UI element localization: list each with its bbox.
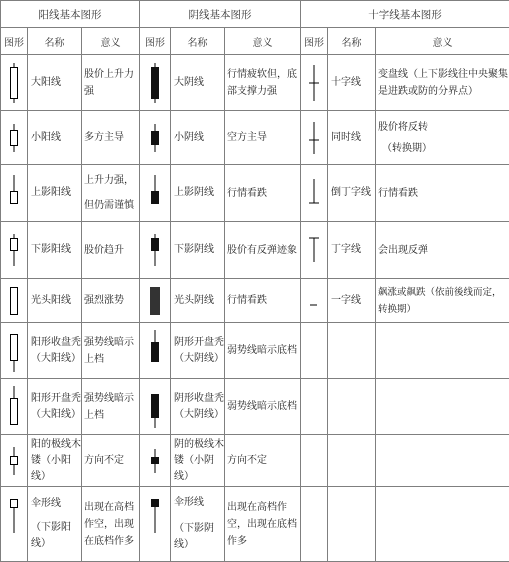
yin-candle-icon xyxy=(140,279,171,323)
row-desc: 方向不定 xyxy=(82,435,140,487)
row-desc: 股价上升力强 xyxy=(82,55,140,111)
group-title-yin: 阴线基本图形 xyxy=(140,1,301,28)
yang-candle-icon xyxy=(1,165,28,222)
row-name: 上影阳线 xyxy=(28,165,82,222)
row-desc-extra: （转换期） xyxy=(378,140,509,157)
row-name: 倒丁字线 xyxy=(328,165,376,222)
empty-cell xyxy=(328,487,376,562)
empty-cell xyxy=(376,379,509,435)
row-desc: 会出现反弹 xyxy=(376,222,509,279)
row-name-cell xyxy=(171,487,225,562)
empty-cell xyxy=(376,435,509,487)
yang-candle-icon xyxy=(1,279,28,323)
empty-cell xyxy=(301,435,328,487)
table-row xyxy=(1,435,509,487)
yin-candle-icon xyxy=(140,111,171,165)
empty-cell xyxy=(376,323,509,379)
row-name: 光头阳线 xyxy=(28,279,82,323)
row-name: 十字线 xyxy=(328,55,376,111)
row-name: 下影阳线 xyxy=(28,222,82,279)
row-desc-cell xyxy=(376,111,509,165)
yin-candle-icon xyxy=(140,165,171,222)
col-header-fig: 图形 xyxy=(301,28,328,55)
row-desc: 弱势线暗示底档 xyxy=(225,379,301,435)
row-name: 阳形收盘秃（大阳线） xyxy=(28,323,82,379)
col-header-name: 名称 xyxy=(171,28,225,55)
row-desc: 股价将反转 xyxy=(378,119,509,136)
row-name: 阴形收盘秃（大阴线） xyxy=(171,379,225,435)
yin-candle-icon xyxy=(140,323,171,379)
row-name: 伞形线 xyxy=(174,495,224,511)
col-header-name: 名称 xyxy=(328,28,376,55)
table-row xyxy=(1,111,509,165)
row-name: 大阳线 xyxy=(28,55,82,111)
row-name: 同时线 xyxy=(328,111,376,165)
yin-candle-icon xyxy=(140,55,171,111)
row-name-cell xyxy=(28,487,82,562)
t-cross-icon xyxy=(301,222,328,279)
row-desc: 方向不定 xyxy=(225,435,301,487)
row-name: 上影阴线 xyxy=(171,165,225,222)
row-name: 小阳线 xyxy=(28,111,82,165)
row-desc: 出现在高档作空，出现在底档作多 xyxy=(225,487,301,562)
table-row xyxy=(1,379,509,435)
col-header-desc: 意义 xyxy=(225,28,301,55)
row-desc: 强势线暗示上档 xyxy=(82,379,140,435)
column-header-row xyxy=(1,28,509,55)
yin-candle-icon xyxy=(140,435,171,487)
row-name: 阳的极线木镂（小阳线） xyxy=(28,435,82,487)
row-desc: 飙涨或飙跌（依前後线而定，转换期） xyxy=(376,279,509,323)
row-desc-extra: 但仍需谨慎 xyxy=(84,197,139,214)
yang-candle-icon xyxy=(1,55,28,111)
row-name: 阴的极线木镂（小阴线） xyxy=(171,435,225,487)
row-desc: 股价有反弹迹象 xyxy=(225,222,301,279)
table-row xyxy=(1,55,509,111)
row-desc: 强势线暗示上档 xyxy=(82,323,140,379)
group-title-yang: 阳线基本图形 xyxy=(1,1,140,28)
row-name: 伞形线 xyxy=(31,496,81,512)
row-desc: 行情看跌 xyxy=(225,165,301,222)
row-desc: 出现在高档作空，出现在底档作多 xyxy=(82,487,140,562)
row-desc: 空方主导 xyxy=(225,111,301,165)
yin-candle-icon xyxy=(140,222,171,279)
row-desc: 股价趋升 xyxy=(82,222,140,279)
col-header-fig: 图形 xyxy=(1,28,28,55)
row-desc-cell xyxy=(82,165,140,222)
umbrella-yang-icon xyxy=(1,487,28,562)
table-row xyxy=(1,165,509,222)
yang-candle-icon xyxy=(1,222,28,279)
table-row xyxy=(1,323,509,379)
yang-candle-icon xyxy=(1,379,28,435)
row-name-extra: （下影阳线） xyxy=(31,520,81,552)
col-header-name: 名称 xyxy=(28,28,82,55)
col-header-desc: 意义 xyxy=(82,28,140,55)
row-name: 下影阴线 xyxy=(171,222,225,279)
row-name: 阴形开盘秃（大阴线） xyxy=(171,323,225,379)
empty-cell xyxy=(328,323,376,379)
row-desc: 多方主导 xyxy=(82,111,140,165)
row-name: 阳形开盘秃（大阳线） xyxy=(28,379,82,435)
inverted-t-cross-icon xyxy=(301,165,328,222)
row-name: 光头阴线 xyxy=(171,279,225,323)
row-name: 大阴线 xyxy=(171,55,225,111)
row-name: 一字线 xyxy=(328,279,376,323)
row-name: 丁字线 xyxy=(328,222,376,279)
row-desc: 上升力强， xyxy=(84,172,139,189)
table-row xyxy=(1,279,509,323)
cross-line-icon xyxy=(301,55,328,111)
yin-candle-icon xyxy=(140,379,171,435)
row-name: 小阴线 xyxy=(171,111,225,165)
empty-cell xyxy=(328,379,376,435)
row-desc: 行情看跌 xyxy=(376,165,509,222)
group-header-row xyxy=(1,1,509,28)
row-name-extra: （下影阴线） xyxy=(174,521,224,553)
yang-candle-icon xyxy=(1,111,28,165)
umbrella-yin-icon xyxy=(140,487,171,562)
table-row xyxy=(1,487,509,562)
empty-cell xyxy=(328,435,376,487)
row-desc: 强烈涨势 xyxy=(82,279,140,323)
empty-cell xyxy=(376,487,509,562)
row-desc: 行情疲软但，底部支撑力强 xyxy=(225,55,301,111)
flat-line-icon xyxy=(301,279,328,323)
cross-line-icon xyxy=(301,111,328,165)
empty-cell xyxy=(301,323,328,379)
col-header-desc: 意义 xyxy=(376,28,509,55)
table-row xyxy=(1,222,509,279)
group-title-cross: 十字线基本图形 xyxy=(301,1,509,28)
row-desc: 弱势线暗示底档 xyxy=(225,323,301,379)
row-desc: 变盘线（上下影线往中央聚集是进跌或防的分界点） xyxy=(376,55,509,111)
row-desc: 行情看跌 xyxy=(225,279,301,323)
yang-candle-icon xyxy=(1,323,28,379)
empty-cell xyxy=(301,379,328,435)
empty-cell xyxy=(301,487,328,562)
col-header-fig: 图形 xyxy=(140,28,171,55)
yang-candle-icon xyxy=(1,435,28,487)
